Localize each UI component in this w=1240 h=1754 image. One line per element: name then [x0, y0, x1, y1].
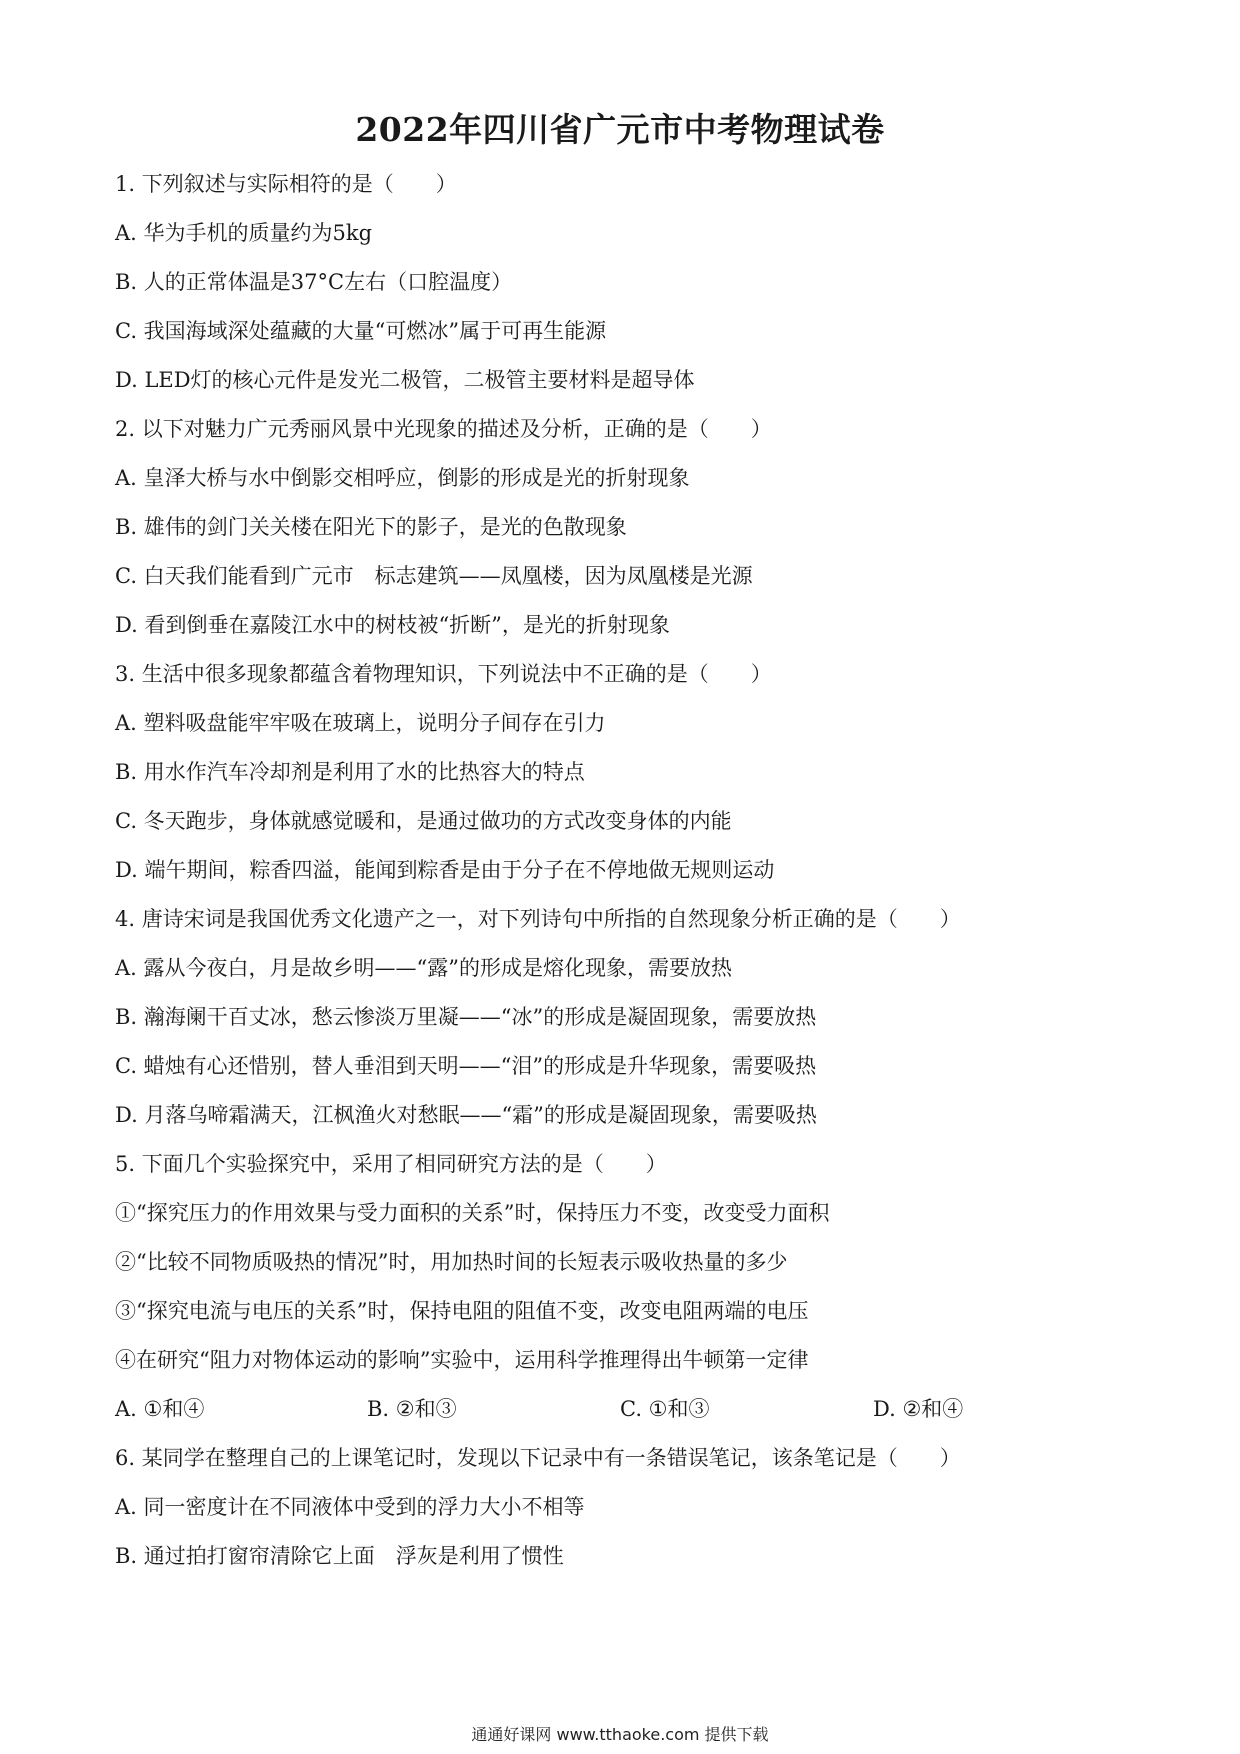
question-4-option-c: C. 蜡烛有心还惜别，替人垂泪到天明——“泪”的形成是升华现象，需要吸热	[115, 1054, 817, 1078]
question-6-option-a: A. 同一密度计在不同液体中受到的浮力大小不相等	[115, 1495, 585, 1519]
question-3-option-a: A. 塑料吸盘能牢牢吸在玻璃上，说明分子间存在引力	[115, 711, 606, 735]
question-2-option-b: B. 雄伟的剑门关关楼在阳光下的影子，是光的色散现象	[115, 515, 627, 539]
question-1-option-d: D. LED灯的核心元件是发光二极管，二极管主要材料是超导体	[115, 368, 695, 392]
question-list	[115, 166, 1135, 1587]
question-4-option-b: B. 瀚海阑干百丈冰，愁云惨淡万里凝——“冰”的形成是凝固现象，需要放热	[115, 1005, 817, 1029]
question-5-item-2: ②“比较不同物质吸热的情况”时，用加热时间的长短表示吸收热量的多少	[115, 1250, 788, 1274]
question-4-option-a: A. 露从今夜白，月是故乡明——“露”的形成是熔化现象，需要放热	[115, 956, 732, 980]
question-3-stem: 3. 生活中很多现象都蕴含着物理知识，下列说法中不正确的是（ ）	[115, 662, 772, 686]
question-1-option-c: C. 我国海域深处蕴藏的大量“可燃冰”属于可再生能源	[115, 319, 607, 343]
question-5-choice-a: A. ①和④	[115, 1397, 205, 1421]
page-title: 2022年四川省广元市中考物理试卷	[355, 110, 885, 149]
question-5-item-4: ④在研究“阻力对物体运动的影响”实验中，运用科学推理得出牛顿第一定律	[115, 1348, 809, 1372]
question-2-option-d: D. 看到倒垂在嘉陵江水中的树枝被“折断”，是光的折射现象	[115, 613, 670, 637]
question-3-option-d: D. 端午期间，粽香四溢，能闻到粽香是由于分子在不停地做无规则运动	[115, 858, 775, 882]
question-4-stem: 4. 唐诗宋词是我国优秀文化遗产之一，对下列诗句中所指的自然现象分析正确的是（ ）	[115, 907, 961, 931]
question-4-option-d: D. 月落乌啼霜满天，江枫渔火对愁眠——“霜”的形成是凝固现象，需要吸热	[115, 1103, 817, 1127]
question-5-choice-b: B. ②和③	[367, 1397, 457, 1421]
question-6-stem: 6. 某同学在整理自己的上课笔记时，发现以下记录中有一条错误笔记，该条笔记是（ ）	[115, 1446, 961, 1470]
question-1-option-b: B. 人的正常体温是37°C左右（口腔温度）	[115, 270, 513, 294]
question-2-stem: 2. 以下对魅力广元秀丽风景中光现象的描述及分析，正确的是（ ）	[115, 417, 772, 441]
question-5-choice-c: C. ①和③	[620, 1397, 710, 1421]
question-1-option-a: A. 华为手机的质量约为5kg	[115, 221, 373, 245]
question-2-option-a: A. 皇泽大桥与水中倒影交相呼应，倒影的形成是光的折射现象	[115, 466, 690, 490]
question-5-choices	[115, 1391, 1135, 1440]
question-5-choice-d: D. ②和④	[873, 1397, 964, 1421]
question-5-item-3: ③“探究电流与电压的关系”时，保持电阻的阻值不变，改变电阻两端的电压	[115, 1299, 809, 1323]
question-3-option-c: C. 冬天跑步，身体就感觉暖和，是通过做功的方式改变身体的内能	[115, 809, 732, 833]
question-2-option-c: C. 白天我们能看到广元市 标志建筑——凤凰楼，因为凤凰楼是光源	[115, 564, 753, 588]
question-5-stem: 5. 下面几个实验探究中，采用了相同研究方法的是（ ）	[115, 1152, 667, 1176]
question-5-item-1: ①“探究压力的作用效果与受力面积的关系”时，保持压力不变，改变受力面积	[115, 1201, 830, 1225]
question-6-option-b: B. 通过拍打窗帘清除它上面 浮灰是利用了惯性	[115, 1544, 564, 1568]
question-1-stem: 1. 下列叙述与实际相符的是（ ）	[115, 172, 457, 196]
page-footer: 通通好课网 www.tthaoke.com 提供下载	[471, 1725, 769, 1744]
question-3-option-b: B. 用水作汽车冷却剂是利用了水的比热容大的特点	[115, 760, 585, 784]
